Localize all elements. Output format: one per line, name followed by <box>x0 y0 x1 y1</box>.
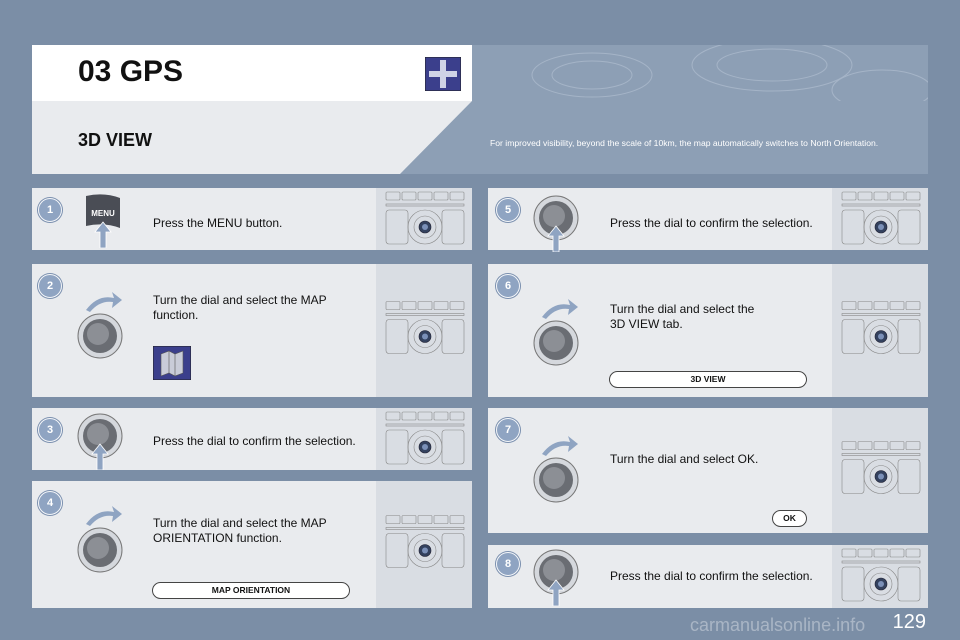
step-text: Turn the dial and select the 3D VIEW tab. <box>610 302 755 331</box>
console-thumbnail <box>376 408 472 470</box>
header-map-banner <box>472 45 928 101</box>
step-text: Press the dial to confirm the selection. <box>153 434 356 448</box>
header-slant <box>400 101 472 174</box>
map-function-icon <box>153 346 191 380</box>
step-number-badge: 4 <box>38 491 62 515</box>
chapter-title: 03 GPS <box>78 55 184 88</box>
map-contour-decoration <box>472 45 928 101</box>
press-dial-icon <box>76 410 126 470</box>
console-thumbnail <box>832 545 928 608</box>
gps-crosshair-icon <box>425 57 461 91</box>
console-thumbnail <box>376 264 472 397</box>
press-dial-icon <box>532 192 582 252</box>
ok-pill: OK <box>772 510 807 527</box>
step-number-badge: 8 <box>496 552 520 576</box>
map-orientation-pill: MAP ORIENTATION <box>152 582 350 599</box>
step-number-badge: 7 <box>496 418 520 442</box>
step-text: Turn the dial and select the MAP function. <box>153 293 327 322</box>
menu-button-label: MENU <box>91 209 115 218</box>
orientation-note: For improved visibility, beyond the scale of 10km, the map automatically switches to North Orientation. <box>490 138 879 148</box>
turn-dial-icon <box>532 432 582 504</box>
press-dial-icon <box>532 546 582 606</box>
step-text: Turn the dial and select OK. <box>610 452 759 466</box>
turn-dial-icon <box>76 288 126 360</box>
page-number: 129 <box>892 611 926 633</box>
3d-view-pill: 3D VIEW <box>609 371 807 388</box>
step-number-badge: 5 <box>496 198 520 222</box>
watermark: carmanualsonline.info <box>690 615 866 635</box>
step-text: Press the dial to confirm the selection. <box>610 569 813 583</box>
step-text: Turn the dial and select the MAP ORIENTATION function. <box>153 516 327 545</box>
turn-dial-icon <box>532 295 582 367</box>
step-number-badge: 1 <box>38 198 62 222</box>
console-thumbnail <box>832 188 928 250</box>
step-text: Press the MENU button. <box>153 216 283 230</box>
step-number-badge: 2 <box>38 274 62 298</box>
turn-dial-icon <box>76 502 126 574</box>
step-number-badge: 6 <box>496 274 520 298</box>
console-thumbnail <box>376 188 472 250</box>
console-thumbnail <box>376 481 472 608</box>
section-title: 3D VIEW <box>78 130 153 150</box>
console-thumbnail <box>832 408 928 533</box>
step-number-badge: 3 <box>38 418 62 442</box>
console-thumbnail <box>832 264 928 397</box>
step-text: Press the dial to confirm the selection. <box>610 216 813 230</box>
menu-button-icon <box>80 192 126 248</box>
